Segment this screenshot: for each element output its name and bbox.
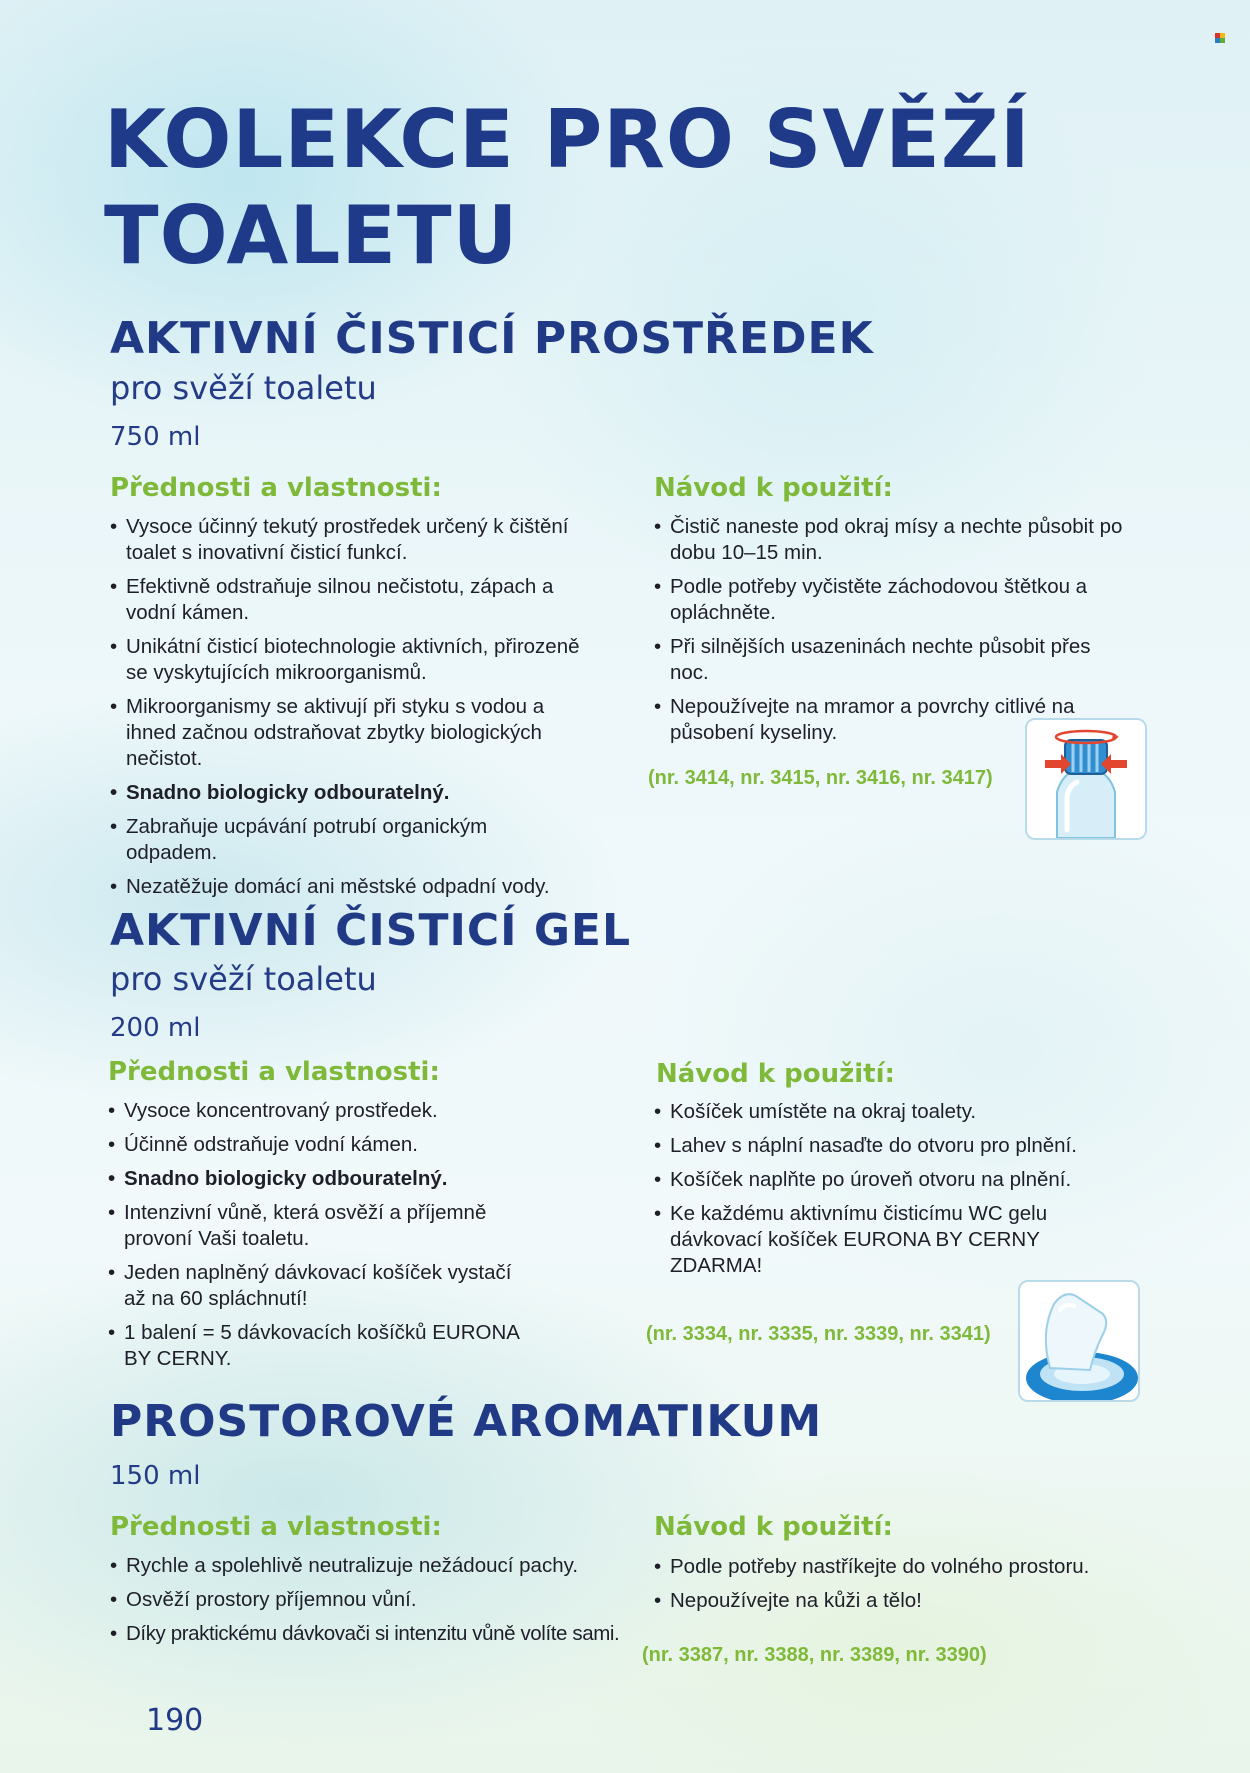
section-title-gel: AKTIVNÍ ČISTICÍ GEL [110,905,632,956]
list-item: • Nepoužívejte na kůži a tělo! [654,1588,1134,1614]
list-item: • Při silnějších usazeninách nechte působit přes noc. [654,634,1124,686]
list-item: • Díky praktickému dávkovači si intenzitu vůně volíte sami. [110,1621,630,1647]
list-item: • Účinně odstraňuje vodní kámen. [108,1132,528,1158]
list-item: • Snadno biologicky odbouratelný. [108,1166,528,1192]
list-item: • Unikátní čisticí biotechnologie aktivních, přirozeně se vyskytujících mikroorganismů. [110,634,580,686]
bottle-cap-icon [1027,720,1145,838]
page-title [104,92,1104,284]
features-heading-air-freshener: Přednosti a vlastnosti: [110,1512,442,1542]
list-item: • Snadno biologicky odbouratelný. [110,780,580,806]
product-image-gel [1018,1280,1140,1402]
product-codes-gel: (nr. 3334, nr. 3335, nr. 3339, nr. 3341) [646,1323,991,1345]
usage-list-air-freshener [654,1554,1134,1622]
list-item: • 1 balení = 5 dávkovacích košíčků EURONA BY CERNY. [108,1320,528,1372]
list-item: • Košíček umístěte na okraj toalety. [654,1099,1134,1125]
section-title-cleaner: AKTIVNÍ ČISTICÍ PROSTŘEDEK [110,313,874,364]
list-item: • Nezatěžuje domácí ani městské odpadní vody. [110,874,580,900]
list-item: • Zabraňuje ucpávání potrubí organickým odpadem. [110,814,580,866]
gel-basket-icon [1020,1282,1138,1400]
list-item: • Osvěží prostory příjemnou vůní. [110,1587,630,1613]
section-title-air-freshener: PROSTOROVÉ AROMATIKUM [110,1396,823,1447]
features-list-gel [108,1098,528,1380]
list-item: • Intenzivní vůně, která osvěží a příjemně provoní Vaši toaletu. [108,1200,528,1252]
section-volume-gel: 200 ml [110,1013,201,1043]
list-item: • Lahev s náplní nasaďte do otvoru pro plnění. [654,1133,1134,1159]
features-heading-cleaner: Přednosti a vlastnosti: [110,473,442,503]
list-item: • Čistič naneste pod okraj mísy a nechte působit po dobu 10–15 min. [654,514,1124,566]
section-volume-cleaner: 750 ml [110,422,201,452]
list-item: • Podle potřeby vyčistěte záchodovou štětkou a opláchněte. [654,574,1124,626]
features-heading-gel: Přednosti a vlastnosti: [108,1057,440,1087]
list-item: • Ke každému aktivnímu čisticímu WC gelu dávkovací košíček EURONA BY CERNY ZDARMA! [654,1201,1134,1279]
list-item: • Košíček naplňte po úroveň otvoru na plnění. [654,1167,1134,1193]
list-item: • Mikroorganismy se aktivují při styku s vodou a ihned začnou odstraňovat zbytky biologických nečistot. [110,694,580,772]
list-item: • Jeden naplněný dávkovací košíček vystačí až na 60 spláchnutí! [108,1260,528,1312]
features-list-cleaner [110,514,580,908]
section-volume-air-freshener: 150 ml [110,1461,201,1491]
usage-heading-cleaner: Návod k použití: [654,473,893,503]
product-image-cleaner [1025,718,1147,840]
features-list-air-freshener [110,1553,630,1655]
page-title-line2: TOALETU [104,189,519,282]
list-item: • Vysoce koncentrovaný prostředek. [108,1098,528,1124]
product-codes-air-freshener: (nr. 3387, nr. 3388, nr. 3389, nr. 3390) [642,1644,987,1666]
usage-heading-gel: Návod k použití: [656,1059,895,1089]
page-title-line1: KOLEKCE PRO SVĚŽÍ [104,93,1031,186]
usage-heading-air-freshener: Návod k použití: [654,1512,893,1542]
page-number: 190 [146,1703,204,1738]
list-item: • Rychle a spolehlivě neutralizuje nežádoucí pachy. [110,1553,630,1579]
section-subtitle-cleaner: pro svěží toaletu [110,369,377,407]
list-item: • Nepoužívejte na mramor a povrchy citlivé na působení kyseliny. [654,694,1124,746]
list-item: • Vysoce účinný tekutý prostředek určený k čištění toalet s inovativní čisticí funkcí. [110,514,580,566]
list-item: • Podle potřeby nastříkejte do volného prostoru. [654,1554,1134,1580]
section-subtitle-gel: pro svěží toaletu [110,960,377,998]
list-item: • Efektivně odstraňuje silnou nečistotu, zápach a vodní kámen. [110,574,580,626]
product-codes-cleaner: (nr. 3414, nr. 3415, nr. 3416, nr. 3417) [648,767,993,789]
usage-list-gel [654,1099,1134,1287]
eurona-logo-icon [1215,33,1225,43]
